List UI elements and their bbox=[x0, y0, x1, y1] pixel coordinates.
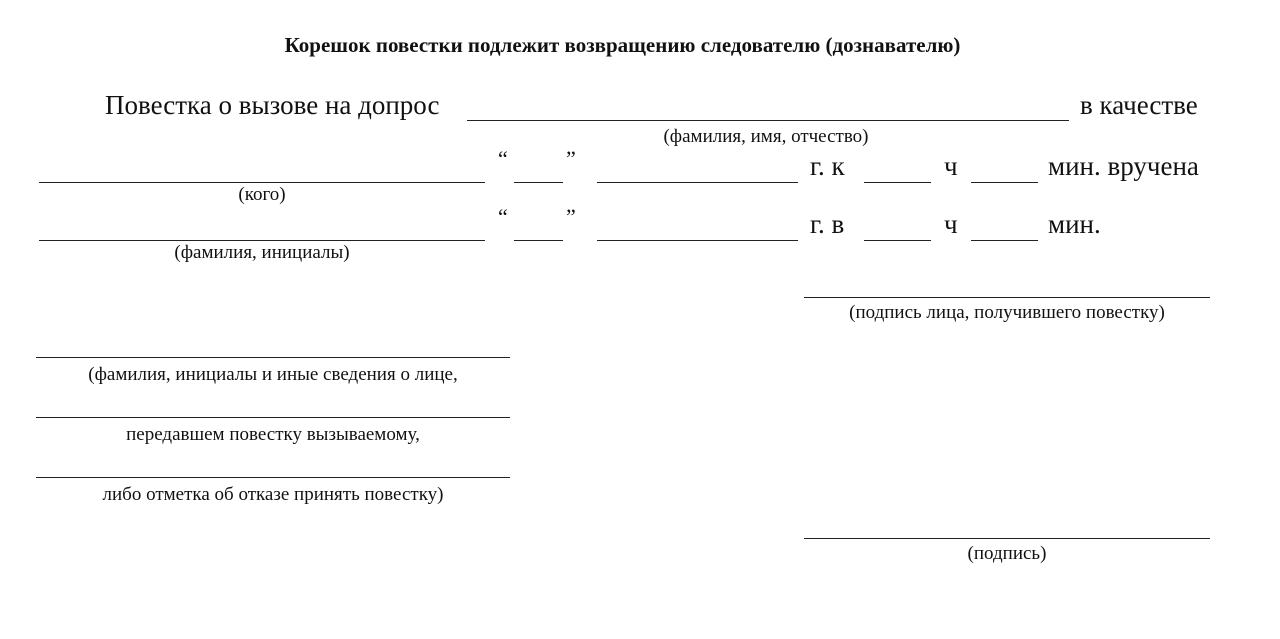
close-quote-2: ” bbox=[566, 204, 576, 229]
hour-label-1: ч bbox=[944, 151, 958, 181]
close-quote-1: ” bbox=[566, 146, 576, 171]
recipient-signature-caption: (подпись лица, получившего повестку) bbox=[849, 302, 1165, 323]
year-to-label: г. к bbox=[810, 151, 845, 181]
month-year-field-1[interactable] bbox=[597, 182, 798, 183]
recipient-name-field[interactable] bbox=[39, 240, 485, 241]
signature-field[interactable] bbox=[804, 538, 1210, 539]
minute-field-2[interactable] bbox=[971, 240, 1038, 241]
deliverer-caption-3: либо отметка об отказе принять повестку) bbox=[102, 484, 444, 505]
signature-caption: (подпись) bbox=[967, 543, 1047, 564]
open-quote-1: “ bbox=[498, 146, 508, 171]
month-year-field-2[interactable] bbox=[597, 240, 798, 241]
deliverer-caption-1: (фамилия, инициалы и иные сведения о лице, bbox=[88, 364, 458, 385]
deliverer-caption-2: передавшем повестку вызываемому, bbox=[126, 424, 420, 445]
person-name-field[interactable] bbox=[467, 120, 1069, 121]
deliverer-info-field-3[interactable] bbox=[36, 477, 510, 478]
whom-caption: (кого) bbox=[238, 184, 286, 205]
hour-label-2: ч bbox=[944, 209, 958, 239]
minutes-text: мин. bbox=[1048, 209, 1101, 239]
day-field-1[interactable] bbox=[514, 182, 563, 183]
day-field-2[interactable] bbox=[514, 240, 563, 241]
open-quote-2: “ bbox=[498, 204, 508, 229]
summons-lead-text: Повестка о вызове на допрос bbox=[105, 90, 440, 120]
minute-field-1[interactable] bbox=[971, 182, 1038, 183]
recipient-signature-field[interactable] bbox=[804, 297, 1210, 298]
hour-field-2[interactable] bbox=[864, 240, 931, 241]
year-at-label: г. в bbox=[810, 209, 845, 239]
hour-field-1[interactable] bbox=[864, 182, 931, 183]
role-field[interactable] bbox=[39, 182, 485, 183]
in-capacity-text: в качестве bbox=[1080, 90, 1198, 120]
deliverer-info-field-2[interactable] bbox=[36, 417, 510, 418]
person-name-caption: (фамилия, имя, отчество) bbox=[663, 126, 869, 147]
minutes-delivered-text: мин. вручена bbox=[1048, 151, 1199, 181]
surname-initials-caption: (фамилия, инициалы) bbox=[174, 242, 350, 263]
deliverer-info-field-1[interactable] bbox=[36, 357, 510, 358]
document-title: Корешок повестки подлежит возвращению следователю (дознавателю) bbox=[284, 33, 961, 57]
